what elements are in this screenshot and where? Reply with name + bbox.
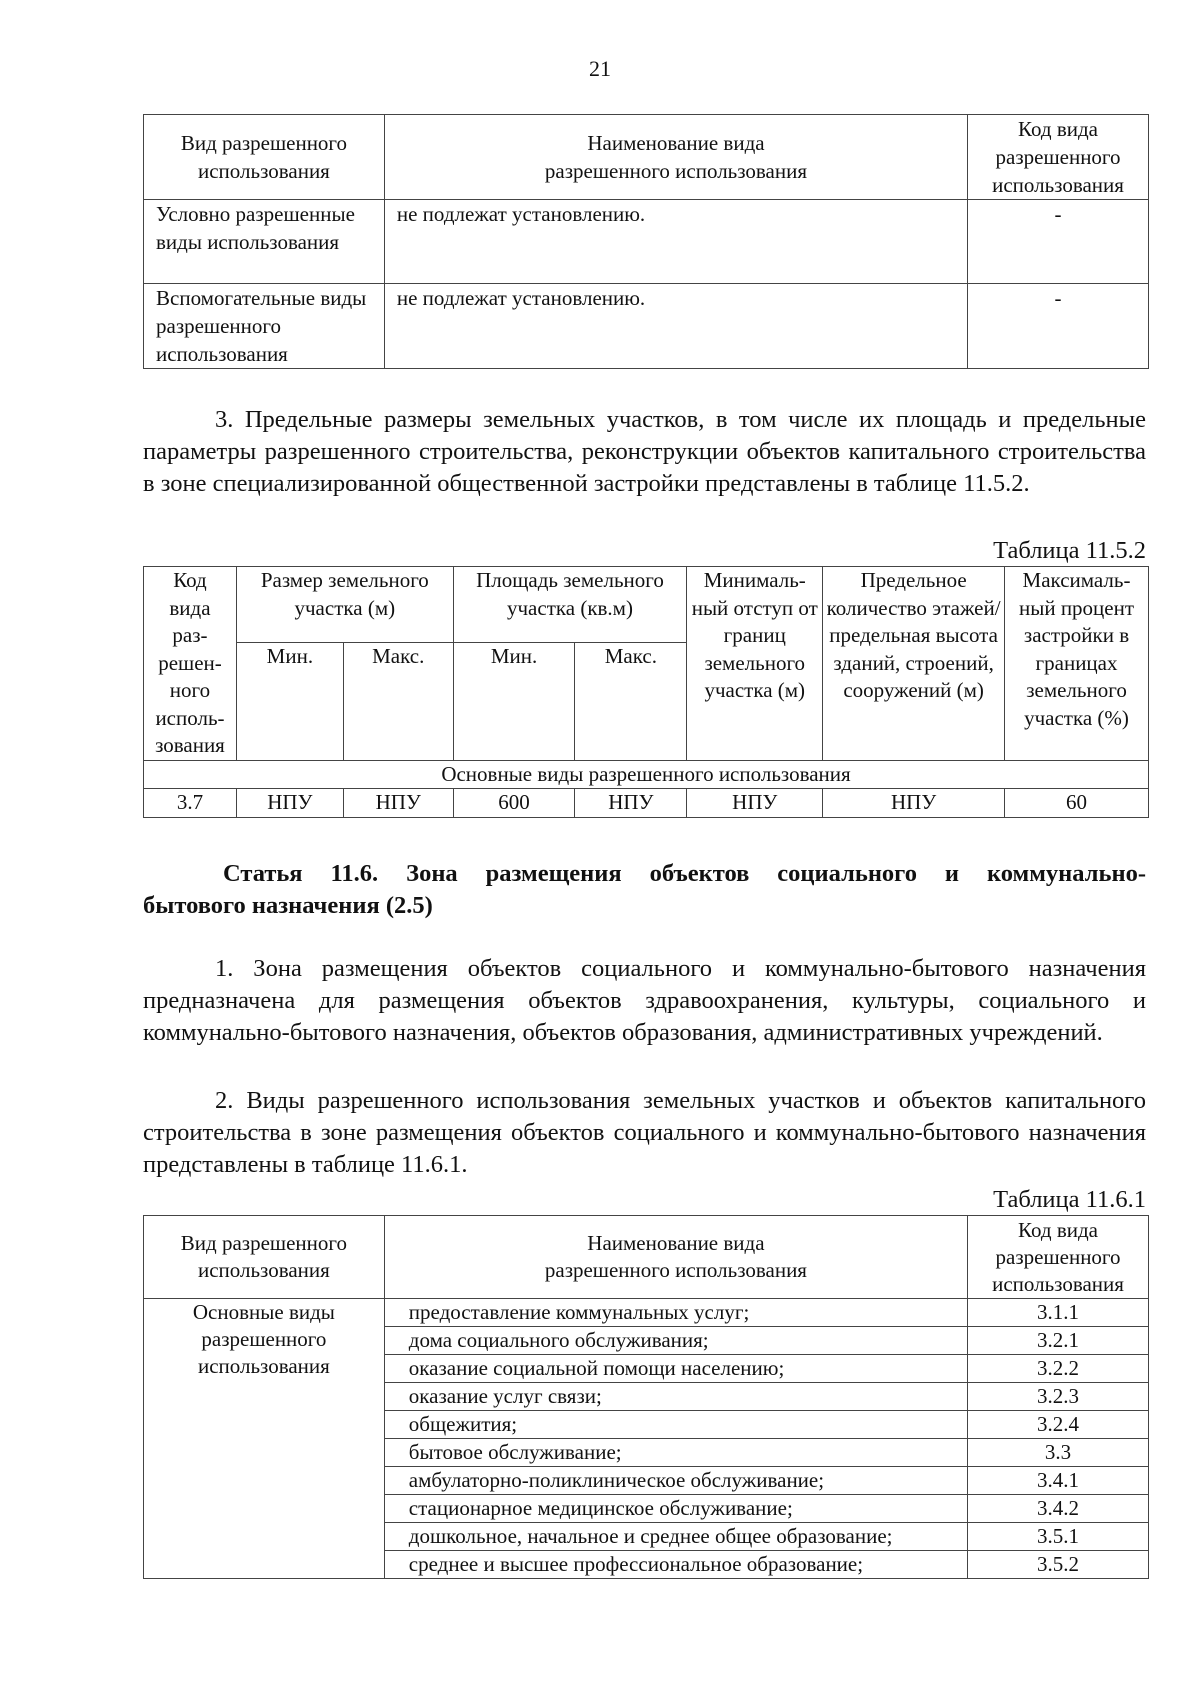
use-code-cell: 3.3 — [968, 1439, 1149, 1467]
table-row — [144, 284, 1149, 369]
use-name-cell: оказание социальной помощи населению; — [384, 1355, 967, 1383]
header-min-setback: Минималь- ный отступ от границ земельного участка (м) — [687, 567, 823, 761]
use-name-cell: предоставление коммунальных услуг; — [384, 1299, 967, 1327]
value-cell: НПУ — [687, 789, 823, 818]
table-row — [144, 200, 1149, 284]
value-cell: 600 — [453, 789, 575, 818]
header-plot-size: Размер земельного участка (м) — [236, 567, 453, 643]
use-name-cell: дошкольное, начальное и среднее общее образование; — [384, 1523, 967, 1551]
table-header-cell: Код вида разрешенного использования — [968, 115, 1149, 200]
value-cell: НПУ — [575, 789, 687, 818]
use-code-cell: 3.2.1 — [968, 1327, 1149, 1355]
header-plot-area: Площадь земельного участка (кв.м) — [453, 567, 687, 643]
use-name-cell: бытовое обслуживание; — [384, 1439, 967, 1467]
header-max: Макс. — [343, 643, 453, 760]
use-code-cell: 3.2.2 — [968, 1355, 1149, 1383]
use-type-cell: Вспомогательные виды разрешенного использования — [144, 284, 385, 369]
use-name-cell: не подлежат установлению. — [384, 200, 967, 284]
use-code-cell: 3.1.1 — [968, 1299, 1149, 1327]
header-min: Мин. — [453, 643, 575, 760]
use-code-cell: 3.4.1 — [968, 1467, 1149, 1495]
section-row: Основные виды разрешенного использования — [144, 760, 1149, 789]
use-group-cell: Основные виды разрешенного использования — [144, 1299, 385, 1579]
use-type-cell: Условно разрешенные виды использования — [144, 200, 385, 284]
use-code-cell: 3.2.4 — [968, 1411, 1149, 1439]
table-row — [144, 789, 1149, 818]
header-code: Код вида раз- решен- ного исполь- зования — [144, 567, 237, 761]
value-cell: 3.7 — [144, 789, 237, 818]
use-code-cell: 3.5.1 — [968, 1523, 1149, 1551]
table-uses-continued — [143, 114, 1149, 369]
use-name-cell: стационарное медицинское обслуживание; — [384, 1495, 967, 1523]
use-code-cell: - — [968, 200, 1149, 284]
table-caption: Таблица 11.6.1 — [993, 1186, 1146, 1213]
value-cell: НПУ — [236, 789, 343, 818]
header-max: Макс. — [575, 643, 687, 760]
table-limits — [143, 566, 1149, 818]
use-code-cell: - — [968, 284, 1149, 369]
table-header-cell: Вид разрешенного использования — [144, 115, 385, 200]
paragraph-3: 3. Предельные размеры земельных участков, в том числе их площадь и предельные параметры разрешенного строительства, реконструкции объектов капитального строительства в зоне специализированной общественной застройки представлены в таблице 11.5.2. — [143, 406, 1146, 497]
article-heading: Статья 11.6. Зона размещения объектов социального и коммунально- бытового назначения (2.5) — [143, 860, 1146, 919]
use-name-cell: не подлежат установлению. — [384, 284, 967, 369]
use-code-cell: 3.2.3 — [968, 1383, 1149, 1411]
use-code-cell: 3.5.2 — [968, 1551, 1149, 1579]
use-name-cell: общежития; — [384, 1411, 967, 1439]
value-cell: НПУ — [343, 789, 453, 818]
header-max-coverage: Максималь- ный процент застройки в границах земельного участка (%) — [1005, 567, 1149, 761]
table-header-cell: Наименование вида разрешенного использования — [384, 1216, 967, 1299]
paragraph-2: 2. Виды разрешенного использования земельных участков и объектов капитального строительства в зоне размещения объектов социального и коммунально-бытового назначения представлены в таблице 11.6.1. — [143, 1087, 1146, 1178]
use-name-cell: амбулаторно-поликлиническое обслуживание; — [384, 1467, 967, 1495]
use-name-cell: среднее и высшее профессиональное образование; — [384, 1551, 967, 1579]
table-header-cell: Вид разрешенного использования — [144, 1216, 385, 1299]
use-name-cell: дома социального обслуживания; — [384, 1327, 967, 1355]
header-min: Мин. — [236, 643, 343, 760]
table-row — [144, 1299, 1149, 1327]
table-uses-11-6-1 — [143, 1215, 1149, 1579]
page-number: 21 — [589, 56, 611, 81]
table-caption: Таблица 11.5.2 — [993, 537, 1146, 564]
table-header-cell: Наименование вида разрешенного использования — [384, 115, 967, 200]
table-header-cell: Код вида разрешенного использования — [968, 1216, 1149, 1299]
use-name-cell: оказание услуг связи; — [384, 1383, 967, 1411]
value-cell: 60 — [1005, 789, 1149, 818]
use-code-cell: 3.4.2 — [968, 1495, 1149, 1523]
value-cell: НПУ — [823, 789, 1005, 818]
header-max-floors: Предельное количество этажей/ предельная высота зданий, строений, сооружений (м) — [823, 567, 1005, 761]
paragraph-1: 1. Зона размещения объектов социального и коммунально-бытового назначения предназначена для размещения объектов здравоохранения, культуры, социального и коммунально-бытового назначения, объектов образования, административных учреждений. — [143, 955, 1146, 1046]
